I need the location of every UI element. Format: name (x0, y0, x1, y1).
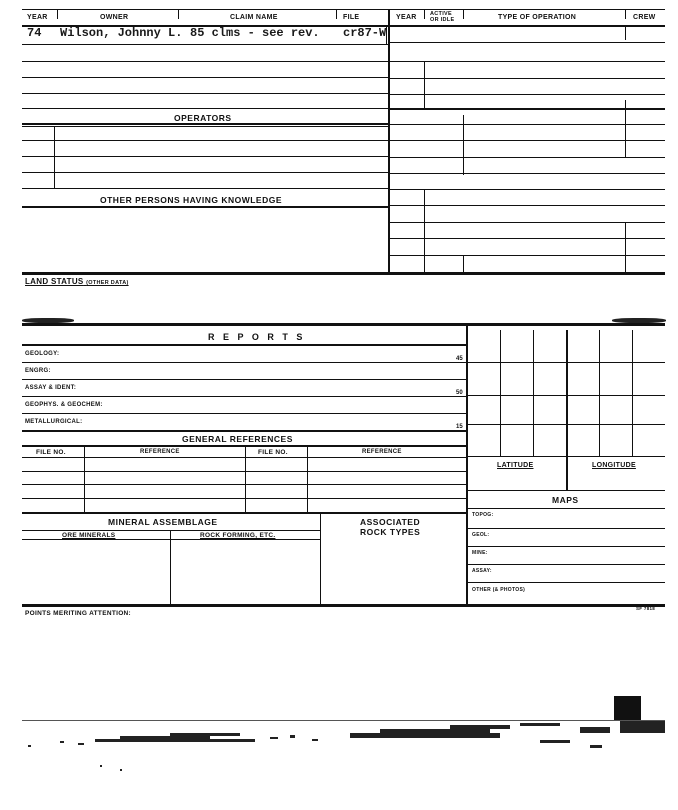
rule (22, 604, 665, 607)
rule (22, 362, 466, 363)
rule (22, 93, 388, 94)
rule (390, 238, 665, 239)
rule (22, 108, 388, 109)
rule (22, 484, 466, 485)
rule (625, 222, 626, 272)
rule (22, 188, 388, 189)
metallurgical-label: METALLURGICAL: (25, 419, 83, 425)
rock-types-label: ROCK TYPES (360, 527, 421, 537)
rule (390, 42, 665, 43)
rule (336, 9, 337, 19)
rule (22, 172, 388, 173)
rule (390, 173, 665, 174)
rule (468, 546, 665, 547)
rule (390, 25, 665, 27)
mineral-assemblage-title: MINERAL ASSEMBLAGE (108, 517, 218, 527)
rule (84, 445, 85, 512)
rule (468, 490, 665, 491)
rule (424, 62, 425, 110)
rule (22, 272, 665, 275)
rule (533, 330, 534, 456)
geology-num: 45 (456, 356, 463, 362)
rule (22, 9, 388, 10)
rock-forming-label: ROCK FORMING, ETC. (200, 532, 276, 539)
row1-owner: Wilson, Johnny L. (60, 26, 183, 40)
rule (22, 77, 388, 78)
geology-label: GEOLOGY: (25, 351, 60, 357)
rule (388, 9, 390, 275)
rule (22, 498, 466, 499)
rule (390, 157, 665, 158)
rule (468, 362, 665, 363)
longitude-label: LONGITUDE (592, 462, 636, 469)
header-file: FILE (343, 14, 360, 21)
land-status-label: LAND STATUS (OTHER DATA) (25, 277, 129, 286)
rule (390, 222, 665, 223)
rule (22, 344, 466, 346)
rule (390, 189, 665, 190)
rule (22, 413, 466, 414)
rule (22, 430, 466, 432)
header-year: YEAR (27, 14, 48, 21)
geophys-label: GEOPHYS. & GEOCHEM: (25, 402, 103, 408)
scan-noise (20, 715, 670, 775)
maps-geol-label: GEOL: (472, 532, 490, 538)
row1-claim-name: 85 clms - see rev. (190, 26, 320, 40)
rule (178, 9, 179, 19)
rule (22, 156, 388, 157)
rule (468, 528, 665, 529)
rule (22, 323, 665, 326)
rule (463, 255, 464, 273)
rule (625, 100, 626, 158)
rule (468, 456, 665, 457)
latitude-label: LATITUDE (497, 462, 534, 469)
ore-minerals-label: ORE MINERALS (62, 532, 116, 539)
reports-title: R E P O R T S (208, 332, 306, 342)
operators-title: OPERATORS (174, 113, 232, 123)
header-active: ACTIVE (430, 11, 452, 17)
rule (424, 9, 425, 19)
rule (468, 564, 665, 565)
form-code: SF 7818 (636, 606, 656, 611)
rule (390, 205, 665, 206)
rule (245, 445, 246, 512)
ref-header-file-no-1: FILE NO. (36, 449, 66, 456)
assay-ident-label: ASSAY & IDENT: (25, 385, 77, 391)
header-or-idle: OR IDLE (430, 17, 455, 23)
rule (468, 424, 665, 425)
rule (632, 330, 633, 456)
row1-file: cr87-W (343, 26, 387, 40)
engrg-label: ENGRG: (25, 368, 51, 374)
rule (390, 78, 665, 79)
rule (390, 94, 665, 95)
rule (390, 124, 665, 125)
rule (566, 330, 568, 490)
header-claim-name: CLAIM NAME (230, 14, 278, 21)
rule (22, 140, 388, 141)
rule (390, 255, 665, 256)
maps-title: MAPS (552, 495, 579, 505)
rule (468, 582, 665, 583)
rule (625, 26, 626, 40)
rule (386, 26, 387, 44)
ref-header-reference-2: REFERENCE (362, 449, 402, 455)
rule (22, 206, 388, 208)
rule (22, 44, 388, 45)
rule (424, 190, 425, 274)
ref-header-reference-1: REFERENCE (140, 449, 180, 455)
associated-label: ASSOCIATED (360, 517, 421, 527)
rule (22, 123, 388, 125)
rule (54, 126, 55, 188)
rule (625, 9, 626, 19)
rule (22, 396, 466, 397)
rule (307, 445, 308, 512)
rule (22, 445, 466, 447)
rule (22, 457, 466, 458)
rule (466, 323, 468, 605)
rule (390, 9, 665, 10)
header-type-of-operation: TYPE OF OPERATION (498, 14, 577, 21)
rule (390, 61, 665, 62)
rule (468, 395, 665, 396)
metallurgical-num: 15 (456, 424, 463, 430)
rule (22, 61, 388, 62)
assay-ident-num: 50 (456, 390, 463, 396)
points-meriting-attention-label: POINTS MERITING ATTENTION: (25, 610, 132, 617)
rule (22, 530, 320, 531)
rule (22, 512, 466, 514)
maps-other-label: OTHER (& PHOTOS) (472, 587, 526, 593)
rule (22, 379, 466, 380)
header-year-2: YEAR (396, 14, 417, 21)
rule (390, 140, 665, 141)
rule (22, 539, 320, 540)
rule (22, 126, 388, 127)
rule (390, 108, 665, 110)
rule (170, 530, 171, 604)
header-crew: CREW (633, 14, 656, 21)
rule (320, 512, 321, 604)
rule (22, 471, 466, 472)
general-references-title: GENERAL REFERENCES (182, 434, 293, 444)
other-persons-title: OTHER PERSONS HAVING KNOWLEDGE (100, 195, 283, 205)
rule (463, 9, 464, 19)
rule (468, 508, 665, 509)
header-owner: OWNER (100, 14, 129, 21)
rule (57, 9, 58, 19)
ref-header-file-no-2: FILE NO. (258, 449, 288, 456)
maps-mine-label: MINE: (472, 550, 488, 556)
row1-year: 74 (27, 26, 42, 40)
rule (599, 330, 600, 456)
maps-topog-label: TOPOG: (472, 512, 494, 518)
rule (500, 330, 501, 456)
maps-assay-label: ASSAY: (472, 568, 492, 574)
rule (463, 115, 464, 175)
